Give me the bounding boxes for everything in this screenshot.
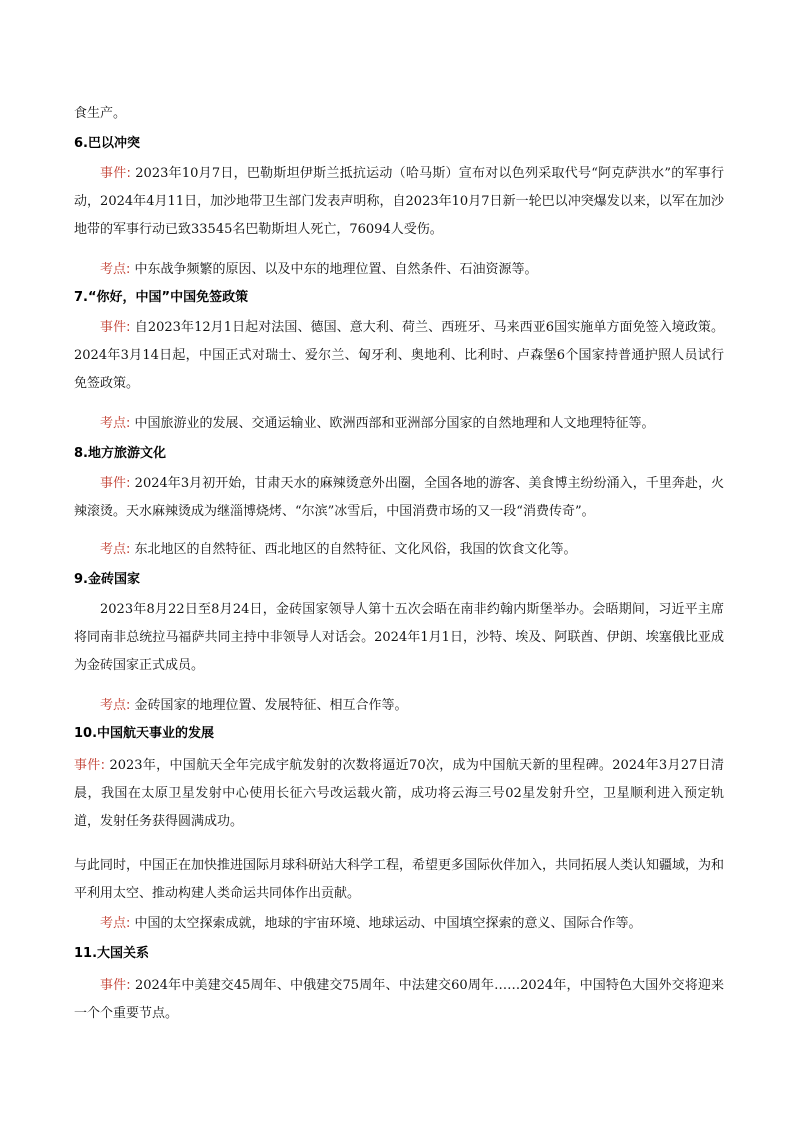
- section-8-event: 事件: 2024年3月初开始，甘肃天水的麻辣烫意外出圈，全国各地的游客、美食博主纷纷涌入，千里奔赴，火辣滚烫。天水麻辣烫成为继淄博烧烤、“尔滨”冰雪后，中国消费市场的又一段“消费传奇”。: [74, 476, 724, 519]
- event-label: 事件: [100, 166, 127, 181]
- event-label: 事件: [100, 978, 127, 993]
- point-label: 考点: [100, 916, 127, 931]
- point-text: 金砖国家的地理位置、发展特征、相互合作等。: [134, 698, 408, 713]
- event-label: 事件: [100, 476, 127, 491]
- section-10-event: 事件: 2023年，中国航天全年完成宇航发射的次数将逼近70次，成为中国航天新的里程碑。2024年3月27日清晨，我国在太原卫星发射中心使用长征六号改运载火箭，成功将云海三号02星发射升空，卫星顺利进入预定轨道，发射任务获得圆满成功。: [74, 758, 724, 829]
- section-6-title: 6.巴以冲突: [74, 136, 140, 151]
- intro-tail-text: 食生产。: [74, 106, 127, 121]
- section-9-title: 9.金砖国家: [74, 572, 140, 587]
- section-7-point: 考点: 中国旅游业的发展、交通运输业、欧洲西部和亚洲部分国家的自然地理和人文地理特征等。: [100, 416, 655, 431]
- point-text: 东北地区的自然特征、西北地区的自然特征、文化风俗，我国的饮食文化等。: [134, 542, 577, 557]
- section-7-event: 事件: 自2023年12月1日起对法国、德国、意大利、荷兰、西班牙、马来西亚6国实施单方面免签入境政策。2024年3月14日起，中国正式对瑞士、爱尔兰、匈牙利、奥地利、比利时、卢森堡6个国家持普通护照人员试行免签政策。: [74, 320, 725, 391]
- point-label: 考点: [100, 542, 127, 557]
- section-7-title: 7.“你好，中国”中国免签政策: [74, 290, 249, 305]
- point-text: 中国的太空探索成就，地球的宇宙环境、地球运动、中国填空探索的意义、国际合作等。: [134, 916, 642, 931]
- section-8-point: 考点: 东北地区的自然特征、西北地区的自然特征、文化风俗，我国的饮食文化等。: [100, 542, 577, 557]
- section-6-point: 考点: 中东战争频繁的原因、以及中东的地理位置、自然条件、石油资源等。: [100, 262, 538, 277]
- point-label: 考点: [100, 416, 127, 431]
- extra-text: 与此同时，中国正在加快推进国际月球科研站大科学工程，希望更多国际伙伴加入，共同拓展人类认知疆域，为和平利用太空、推动构建人类命运共同体作出贡献。: [74, 858, 725, 901]
- event-text: 2023年，中国航天全年完成宇航发射的次数将逼近70次，成为中国航天新的里程碑。2024年3月27日清晨，我国在太原卫星发射中心使用长征六号改运载火箭，成功将云海三号02星发射升空，卫星顺利进入预定轨道，发射任务获得圆满成功。: [74, 758, 724, 829]
- section-10-extra: [74, 852, 724, 908]
- section-11-event: 事件: 2024年中美建交45周年、中俄建交75周年、中法建交60周年……2024年，中国特色大国外交将迎来一个个重要节点。: [74, 978, 724, 1021]
- event-text: 自2023年12月1日起对法国、德国、意大利、荷兰、西班牙、马来西亚6国实施单方面免签入境政策。2024年3月14日起，中国正式对瑞士、爱尔兰、匈牙利、奥地利、比利时、卢森堡6个国家持普通护照人员试行免签政策。: [74, 320, 725, 391]
- section-9-point: 考点: 金砖国家的地理位置、发展特征、相互合作等。: [100, 698, 408, 713]
- event-text: 2023年10月7日，巴勒斯坦伊斯兰抵抗运动（哈马斯）宣布对以色列采取代号“阿克萨洪水”的军事行动，2024年4月11日，加沙地带卫生部门发表声明称，自2023年10月7日新一轮巴以冲突爆发以来，以军在加沙地带的军事行动已致33545名巴勒斯坦人死亡，76094人受伤。: [74, 166, 724, 237]
- event-label: 事件: [100, 320, 127, 335]
- section-10-point: 考点: 中国的太空探索成就，地球的宇宙环境、地球运动、中国填空探索的意义、国际合作等。: [100, 916, 642, 931]
- section-8-title: 8.地方旅游文化: [74, 446, 166, 461]
- event-label: 事件: [74, 758, 101, 773]
- section-10-title: 10.中国航天事业的发展: [74, 726, 215, 741]
- section-11-title: 11.大国关系: [74, 946, 150, 961]
- point-label: 考点: [100, 262, 127, 277]
- section-9-event: [74, 596, 724, 680]
- point-label: 考点: [100, 698, 127, 713]
- event-text: 2024年3月初开始，甘肃天水的麻辣烫意外出圈，全国各地的游客、美食博主纷纷涌入，千里奔赴，火辣滚烫。天水麻辣烫成为继淄博烧烤、“尔滨”冰雪后，中国消费市场的又一段“消费传奇”。: [74, 476, 724, 519]
- event-text: 2023年8月22日至8月24日，金砖国家领导人第十五次会晤在南非约翰内斯堡举办。会晤期间，习近平主席将同南非总统拉马福萨共同主持中非领导人对话会。2024年1月1日，沙特、埃及、阿联酋、伊朗、埃塞俄比亚成为金砖国家正式成员。: [74, 602, 724, 673]
- section-6-event: 事件: 2023年10月7日，巴勒斯坦伊斯兰抵抗运动（哈马斯）宣布对以色列采取代号“阿克萨洪水”的军事行动，2024年4月11日，加沙地带卫生部门发表声明称，自2023年10月7日新一轮巴以冲突爆发以来，以军在加沙地带的军事行动已致33545名巴勒斯坦人死亡，76094人受伤。: [74, 166, 724, 237]
- point-text: 中东战争频繁的原因、以及中东的地理位置、自然条件、石油资源等。: [134, 262, 538, 277]
- point-text: 中国旅游业的发展、交通运输业、欧洲西部和亚洲部分国家的自然地理和人文地理特征等。: [134, 416, 655, 431]
- event-text: 2024年中美建交45周年、中俄建交75周年、中法建交60周年……2024年，中国特色大国外交将迎来一个个重要节点。: [74, 978, 724, 1021]
